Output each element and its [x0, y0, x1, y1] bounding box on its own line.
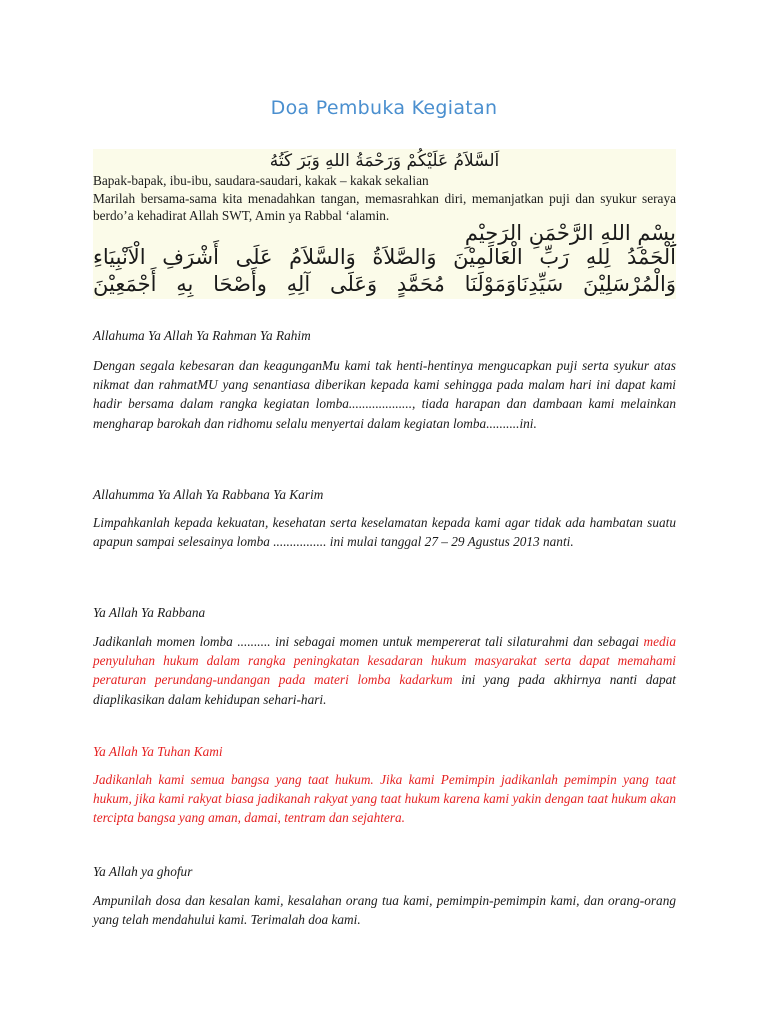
paragraph-text: Jadikanlah momen lomba .......... ini sebagai momen untuk mempererat tali silaturahmi dan sebagai: [93, 634, 644, 649]
highlighted-text: media penyuluhan hukum dalam rangka peningkatan kesadaran hukum masyarakat serta dapat memahami peraturan perundang-undangan pada materi lomba kadarkum: [93, 634, 676, 688]
section-heading: Ya Allah Ya Tuhan Kami: [93, 744, 223, 759]
section-paragraph: Dengan segala kebesaran dan keagunganMu kami tak henti-hentinya mengucapkan puji serta syukur atas nikmat dan rahmatMU yang senantiasa diberikan kepada kami sehingga pada malam hari ini dapat kami hadir bersama dalam rangka kegiatan lomba..................., tiada harapan dan dambaan kami melainkan mengharap barokah dan ridhomu selalu menyertai dalam kegiatan lomba..........ini.: [93, 358, 676, 431]
section-paragraph: [93, 632, 676, 709]
paragraph-text: ini yang pada akhirnya nanti dapat diaplikasikan dalam kehidupan sehari-hari.: [93, 672, 676, 707]
section-heading: Allahumma Ya Allah Ya Rabbana Ya Karim: [93, 487, 324, 502]
section-heading: Allahuma Ya Allah Ya Rahman Ya Rahim: [93, 328, 311, 343]
section-paragraph: Limpahkanlah kepada kekuatan, kesehatan serta keselamatan kepada kami agar tidak ada hambatan suatu apapun sampai selesainya lomba ................ ini mulai tanggal 27 – 29 Agustus 2013 nanti.: [93, 515, 676, 550]
section-heading: Ya Allah ya ghofur: [93, 864, 193, 879]
section-paragraph: Ampunilah dosa dan kesalan kami, kesalahan orang tua kami, pemimpin-pemimpin kami, dan orang-orang yang telah mendahului kami. Terimalah doa kami.: [93, 893, 676, 928]
section-heading: Ya Allah Ya Rabbana: [93, 605, 206, 620]
opening-invitation: Marilah bersama-sama kita menadahkan tangan, memasrahkan diri, memanjatkan puji dan syukur seraya berdo’a kehadirat Allah SWT, Amin ya Rabbal ‘alamin.: [93, 190, 676, 223]
bismillah-arabic: بِسْمِ اللهِ الرَّحْمَنِ الرَحِيْمِ: [464, 221, 676, 245]
opening-greeting: Bapak-bapak, ibu-ibu, saudara-saudari, kakak – kakak sekalian: [93, 173, 429, 188]
opening-text: [93, 172, 676, 225]
salam-arabic: اَلسَّلاَمُ عَلَيْكُمْ وَرَحْمَةُ اللهِ وَبَرَ كَتُهُ: [269, 151, 500, 171]
document-title: Doa Pembuka Kegiatan: [270, 97, 498, 119]
hamdalah-arabic: اَلْحَمْدُ لِلهِ رَبِّ الْعَالَمِيْنَ وَالصَّلاَةُ وَالسَّلاَمُ عَلَى أَشْرَفِ الْاَنْبِيَاءِ وَالْمُرْسَلِيْنَ سَيِّدِنَاوَمَوْلَنَا مُحَمَّدٍ وَعَلَى آلِهِ وأَصْحَا بِهِ أَجْمَعِيْنَ: [93, 245, 676, 296]
section-paragraph: Jadikanlah kami semua bangsa yang taat hukum. Jika kami Pemimpin jadikanlah pemimpin yang taat hukum, jika kami rakyat biasa jadikanah rakyat yang taat hukum karena kami yakin dengan taat hukum akan tercipta bangsa yang aman, damai, tentram dan sejahtera.: [93, 772, 676, 826]
